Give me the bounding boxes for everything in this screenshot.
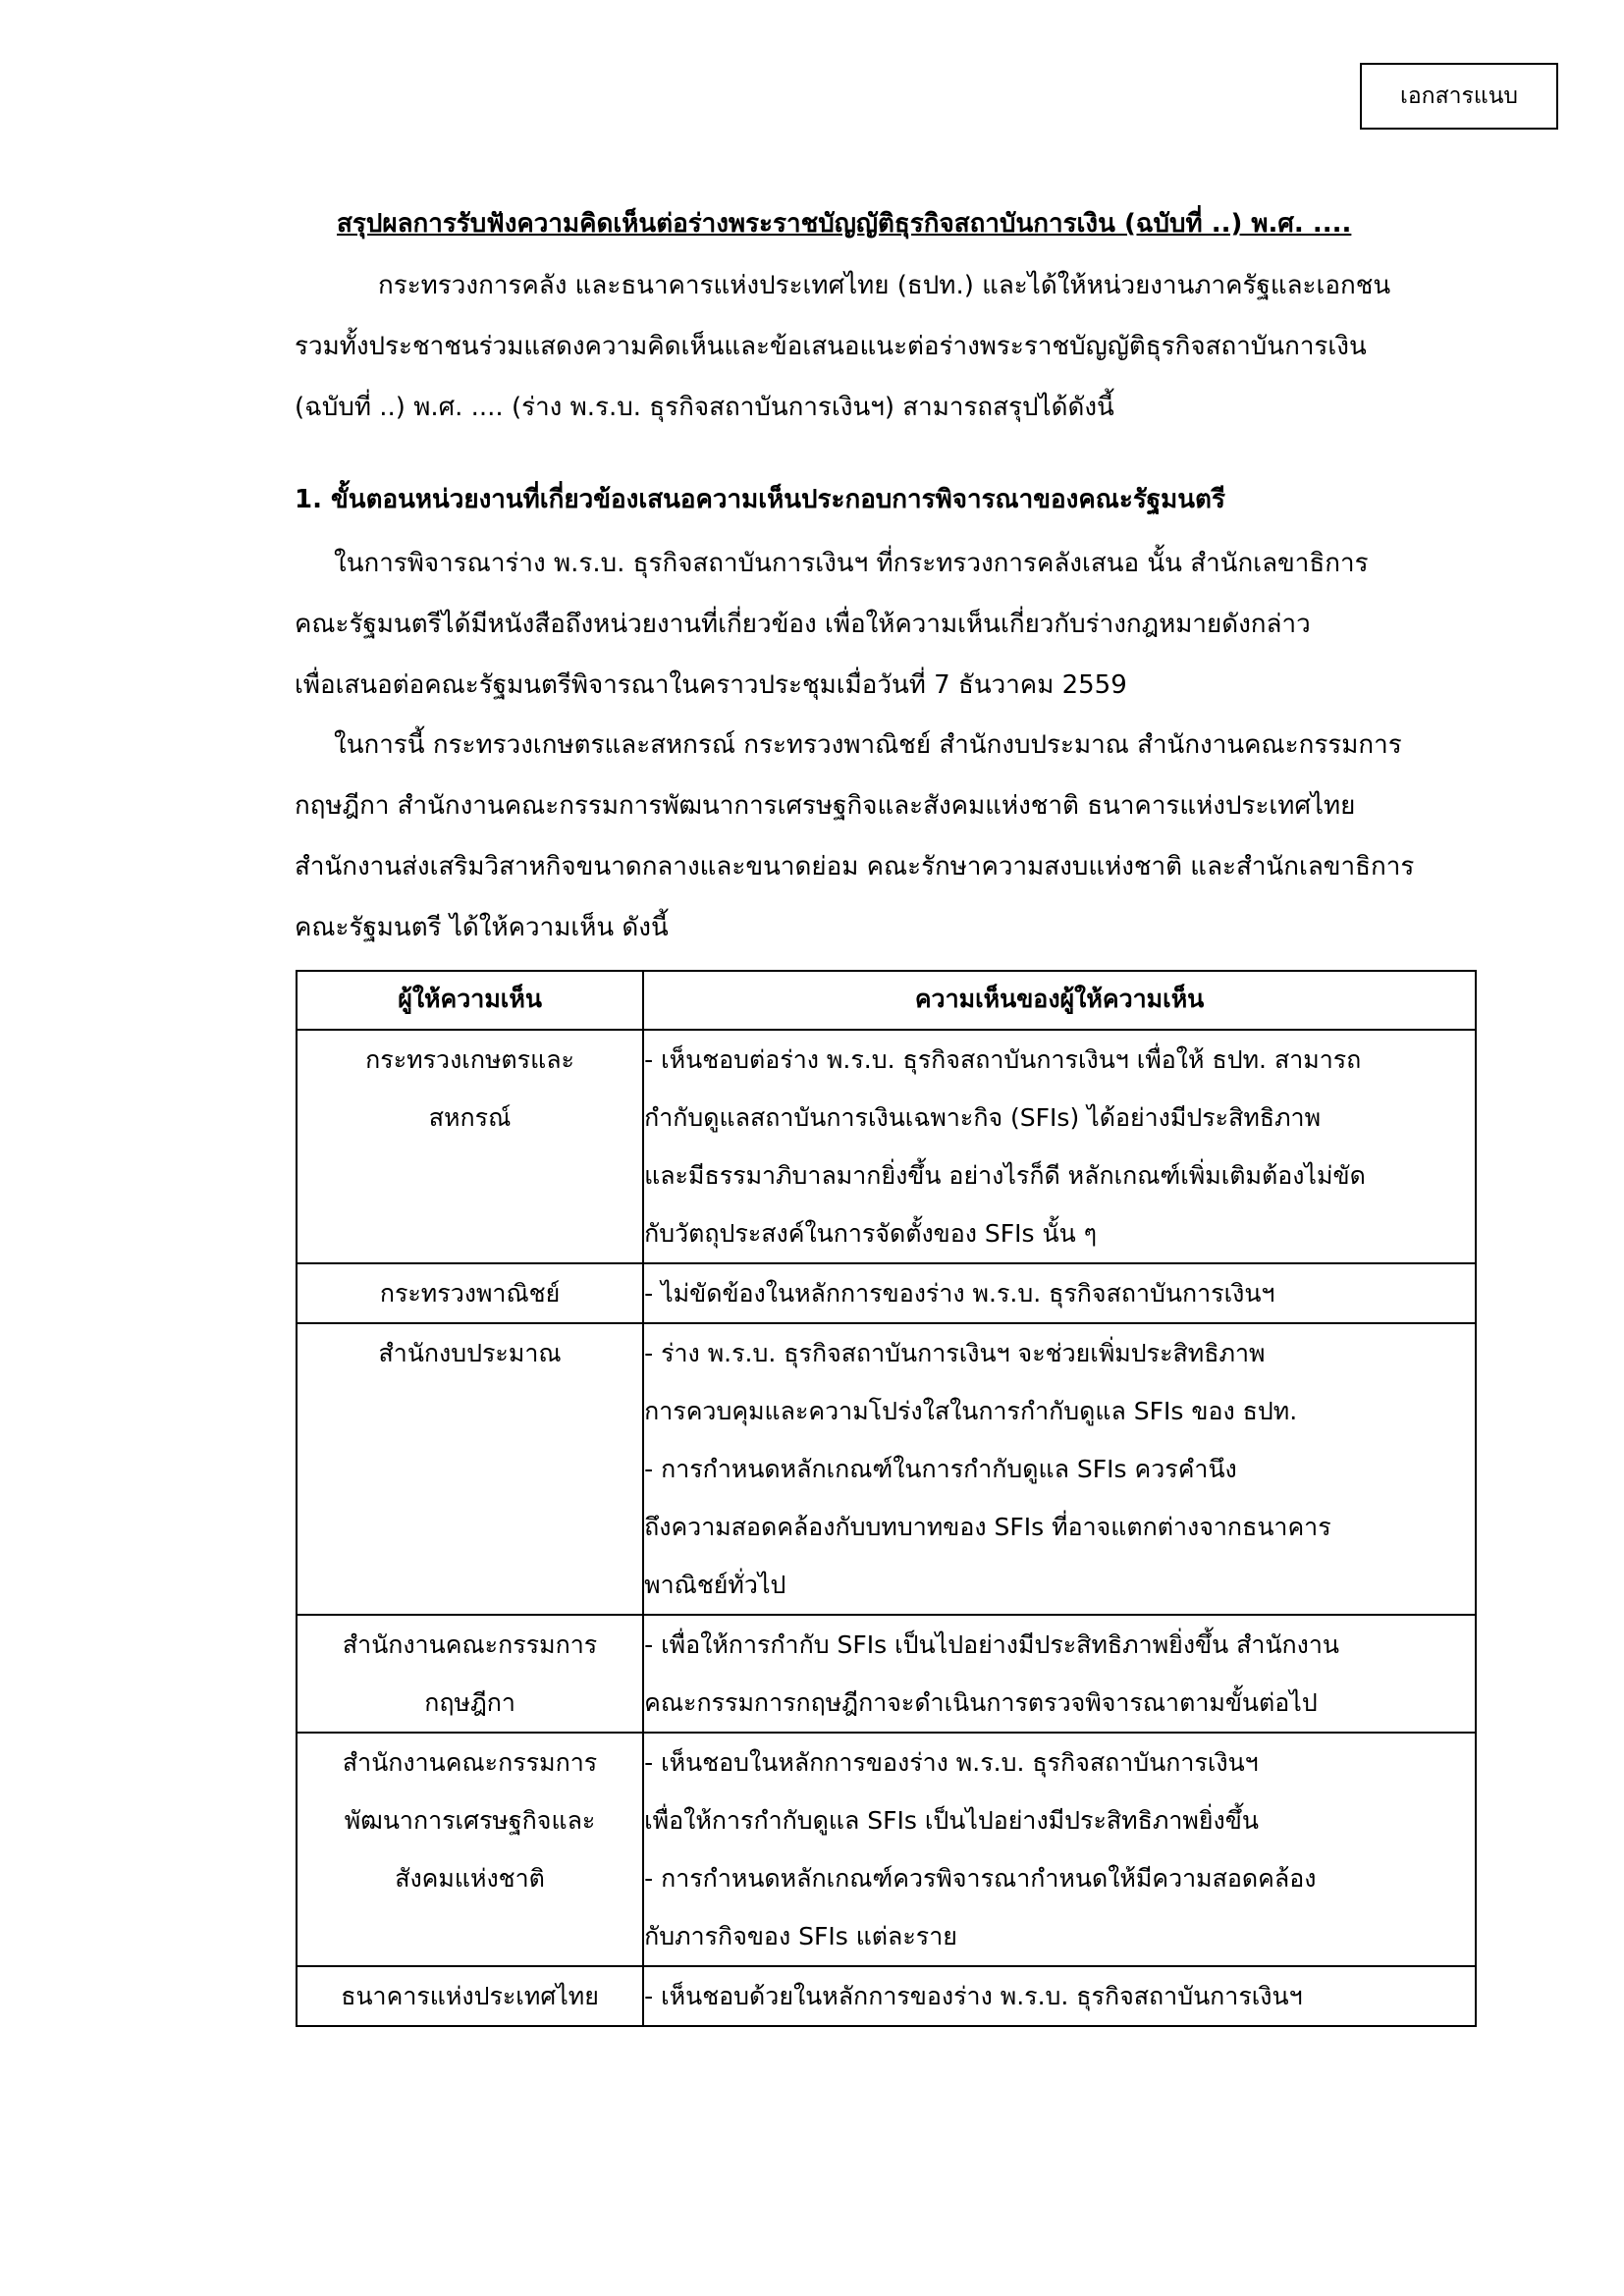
org-line: สหกรณ์: [428, 1103, 512, 1132]
opinion-line: เพื่อให้การกำกับดูแล SFIs เป็นไปอย่างมีประสิทธิภาพยิ่งขึ้น: [644, 1806, 1259, 1835]
paragraph-line: คณะรัฐมนตรีได้มีหนังสือถึงหน่วยงานที่เกี่ยวข้อง เพื่อให้ความเห็นเกี่ยวกับร่างกฎหมายดังกล่าว: [295, 610, 1311, 639]
paragraph-line: ในการพิจารณาร่าง พ.ร.บ. ธุรกิจสถาบันการเงินฯ ที่กระทรวงการคลังเสนอ นั้น สำนักเลขาธิการ: [334, 549, 1369, 578]
opinion-cell: [643, 1323, 1476, 1615]
attachment-label: เอกสารแนบ: [1360, 63, 1558, 130]
section-paragraph-1: [295, 533, 1473, 716]
intro-line: กระทรวงการคลัง และธนาคารแห่งประเทศไทย (ธปท.) และได้ให้หน่วยงานภาครัฐและเอกชน: [378, 271, 1391, 300]
table-row: [297, 1323, 1476, 1615]
opinion-line: - เห็นชอบในหลักการของร่าง พ.ร.บ. ธุรกิจสถาบันการเงินฯ: [644, 1748, 1259, 1777]
intro-paragraph: [295, 255, 1473, 438]
table-row: [297, 1030, 1476, 1263]
header-opinion: ความเห็นของผู้ให้ความเห็น: [643, 971, 1476, 1030]
opinion-line: กับวัตถุประสงค์ในการจัดตั้งของ SFIs นั้น ๆ: [644, 1219, 1098, 1248]
opinion-line: - การกำหนดหลักเกณฑ์ควรพิจารณากำหนดให้มีความสอดคล้อง: [644, 1864, 1317, 1893]
opinion-line: ถึงความสอดคล้องกับบทบาทของ SFIs ที่อาจแตกต่างจากธนาคาร: [644, 1513, 1331, 1541]
org-cell: [297, 1966, 643, 2026]
opinion-cell: [643, 1966, 1476, 2026]
org-line: กระทรวงเกษตรและ: [365, 1045, 574, 1074]
opinion-line: - การกำหนดหลักเกณฑ์ในการกำกับดูแล SFIs ควรคำนึง: [644, 1455, 1237, 1483]
opinion-line: กำกับดูแลสถาบันการเงินเฉพาะกิจ (SFIs) ได้อย่างมีประสิทธิภาพ: [644, 1103, 1322, 1132]
opinion-line: - เพื่อให้การกำกับ SFIs เป็นไปอย่างมีประสิทธิภาพยิ่งขึ้น สำนักงาน: [644, 1630, 1340, 1659]
opinion-line: การควบคุมและความโปร่งใสในการกำกับดูแล SFIs ของ ธปท.: [644, 1397, 1298, 1425]
org-cell: [297, 1323, 643, 1615]
paragraph-line: กฤษฎีกา สำนักงานคณะกรรมการพัฒนาการเศรษฐกิจและสังคมแห่งชาติ ธนาคารแห่งประเทศไทย: [295, 791, 1356, 821]
org-line: สำนักงานคณะกรรมการ: [342, 1630, 598, 1659]
org-cell: [297, 1733, 643, 1966]
opinion-line: - ร่าง พ.ร.บ. ธุรกิจสถาบันการเงินฯ จะช่วยเพิ่มประสิทธิภาพ: [644, 1339, 1266, 1367]
page-title: สรุปผลการรับฟังความคิดเห็นต่อร่างพระราชบัญญัติธุรกิจสถาบันการเงิน (ฉบับที่ ..) พ.ศ. ....: [337, 209, 1352, 239]
opinion-line: - เห็นชอบด้วยในหลักการของร่าง พ.ร.บ. ธุรกิจสถาบันการเงินฯ: [644, 1982, 1303, 2010]
opinion-line: คณะกรรมการกฤษฎีกาจะดำเนินการตรวจพิจารณาตามขั้นต่อไป: [644, 1688, 1318, 1717]
opinion-cell: [643, 1263, 1476, 1323]
paragraph-line: ในการนี้ กระทรวงเกษตรและสหกรณ์ กระทรวงพาณิชย์ สำนักงบประมาณ สำนักงานคณะกรรมการ: [334, 730, 1402, 760]
table-header-row: [297, 971, 1476, 1030]
paragraph-line: สำนักงานส่งเสริมวิสาหกิจขนาดกลางและขนาดย่อม คณะรักษาความสงบแห่งชาติ และสำนักเลขาธิการ: [295, 852, 1415, 881]
opinion-line: และมีธรรมาภิบาลมากยิ่งขึ้น อย่างไรก็ดี หลักเกณฑ์เพิ่มเติมต้องไม่ขัด: [644, 1161, 1366, 1190]
org-cell: [297, 1615, 643, 1733]
opinion-line: - เห็นชอบต่อร่าง พ.ร.บ. ธุรกิจสถาบันการเงินฯ เพื่อให้ ธปท. สามารถ: [644, 1045, 1362, 1074]
org-line: พัฒนาการเศรษฐกิจและ: [344, 1806, 596, 1835]
org-line: สังคมแห่งชาติ: [395, 1864, 545, 1893]
opinion-line: - ไม่ขัดข้องในหลักการของร่าง พ.ร.บ. ธุรกิจสถาบันการเงินฯ: [644, 1279, 1275, 1308]
table-row: [297, 1733, 1476, 1966]
opinion-cell: [643, 1030, 1476, 1263]
org-line: กฤษฎีกา: [424, 1688, 515, 1717]
table-row: [297, 1263, 1476, 1323]
section-heading: 1. ขั้นตอนหน่วยงานที่เกี่ยวข้องเสนอความเห็นประกอบการพิจารณาของคณะรัฐมนตรี: [295, 485, 1225, 514]
intro-line: (ฉบับที่ ..) พ.ศ. .... (ร่าง พ.ร.บ. ธุรกิจสถาบันการเงินฯ) สามารถสรุปได้ดังนี้: [295, 393, 1114, 422]
org-line: สำนักงบประมาณ: [378, 1339, 562, 1367]
opinions-table: [296, 970, 1477, 2027]
opinion-cell: [643, 1733, 1476, 1966]
header-commenter: ผู้ให้ความเห็น: [297, 971, 643, 1030]
section-paragraph-2: [295, 715, 1473, 958]
intro-line: รวมทั้งประชาชนร่วมแสดงความคิดเห็นและข้อเสนอแนะต่อร่างพระราชบัญญัติธุรกิจสถาบันการเงิน: [295, 332, 1367, 361]
opinion-line: กับภารกิจของ SFIs แต่ละราย: [644, 1922, 957, 1950]
paragraph-line: เพื่อเสนอต่อคณะรัฐมนตรีพิจารณาในคราวประชุมเมื่อวันที่ 7 ธันวาคม 2559: [295, 670, 1127, 700]
table-row: [297, 1966, 1476, 2026]
opinion-cell: [643, 1615, 1476, 1733]
org-cell: [297, 1030, 643, 1263]
paragraph-line: คณะรัฐมนตรี ได้ให้ความเห็น ดังนี้: [295, 913, 669, 942]
org-line: ธนาคารแห่งประเทศไทย: [341, 1982, 599, 2010]
org-line: สำนักงานคณะกรรมการ: [342, 1748, 598, 1777]
table-row: [297, 1615, 1476, 1733]
org-line: กระทรวงพาณิชย์: [379, 1279, 561, 1308]
opinion-line: พาณิชย์ทั่วไป: [644, 1571, 786, 1599]
org-cell: [297, 1263, 643, 1323]
